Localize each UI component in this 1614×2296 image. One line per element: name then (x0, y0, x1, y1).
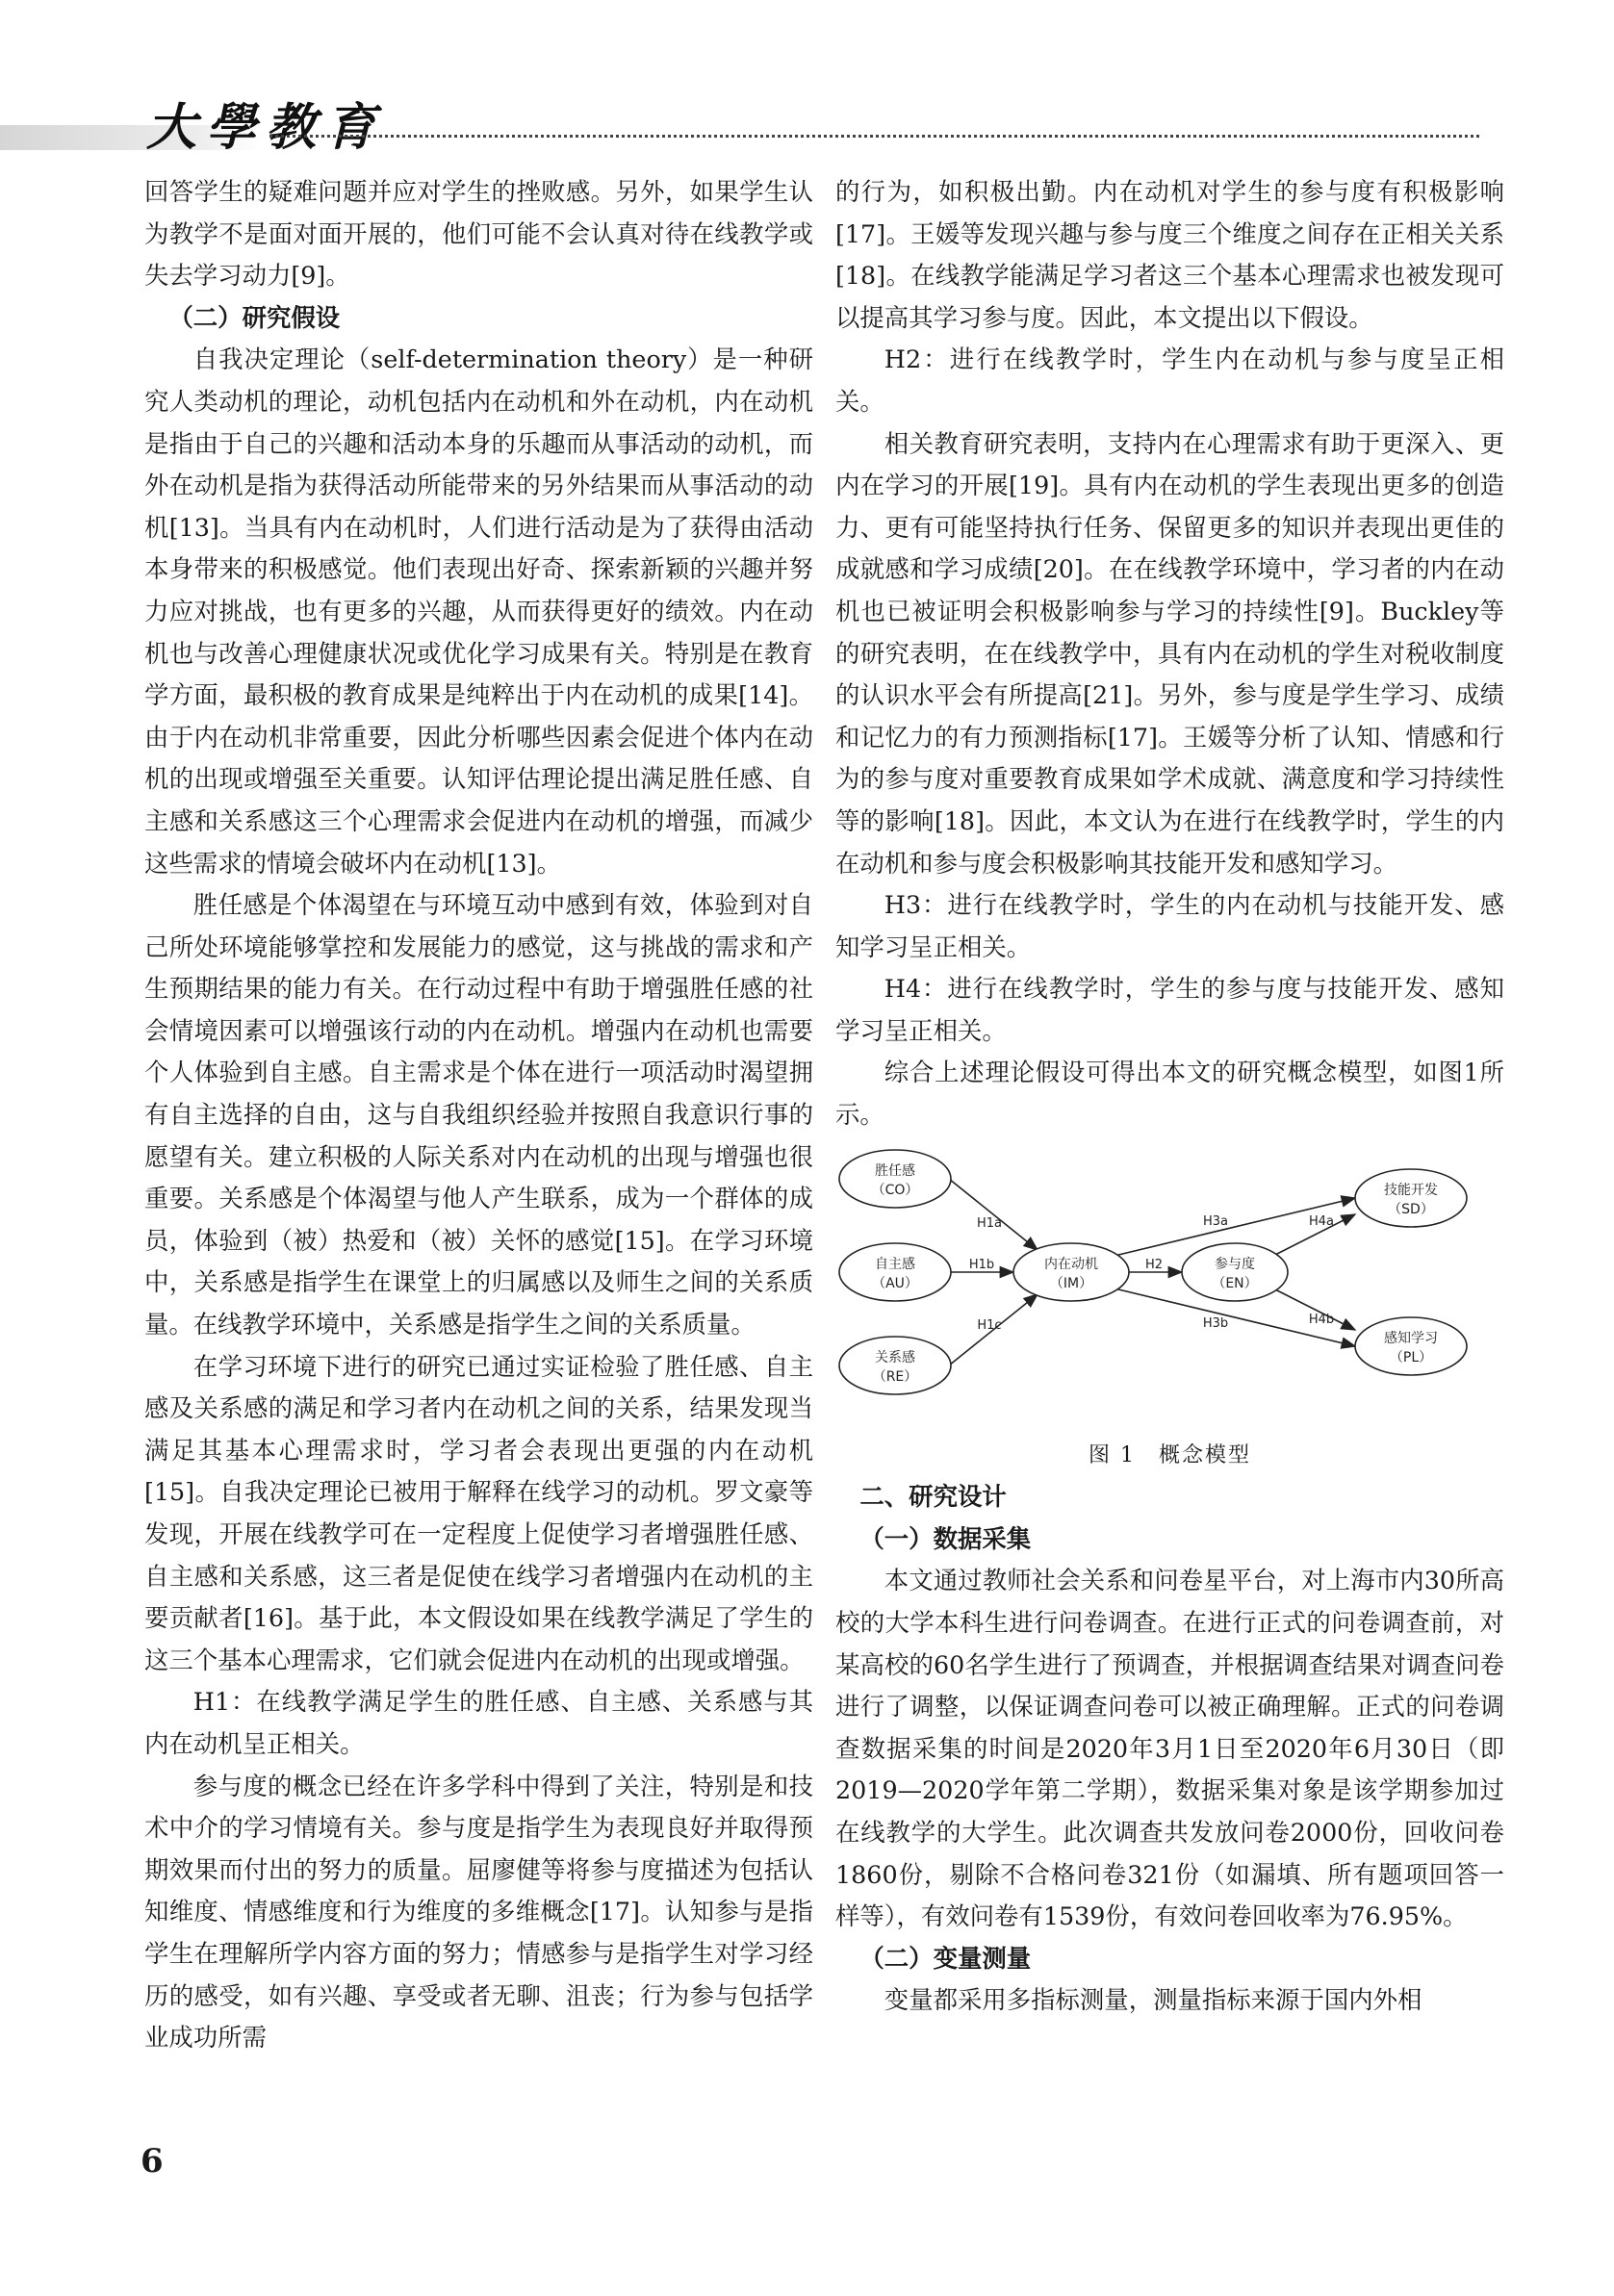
paragraph: 综合上述理论假设可得出本文的研究概念模型，如图1所示。 (835, 1058, 1504, 1130)
node-sd (1355, 1169, 1467, 1227)
path-label-h3b: H3b (1202, 1315, 1229, 1331)
node-en-label: 参与度 (1215, 1256, 1255, 1272)
path-label-h2: H2 (1144, 1257, 1164, 1272)
node-im-code: （IM） (1049, 1275, 1093, 1291)
paragraph: 胜任感是个体渴望在与环境互动中感到有效，体验到对自己所处环境能够掌控和发展能力的感觉，这与挑战的需求和产生预期结果的能力有关。在行动过程中有助于增强胜任感的社会情境因素可以增强该行动的内在动机。增强内在动机也需要个人体验到自主感。自主需求是个体在进行一项活动时渴望拥有自主选择的自由，这与自我组织经验并按照自我意识行事的愿望有关。建立积极的人际关系对内在动机的出现与增强也很重要。关系感是个体渴望与他人产生联系，成为一个群体的成员，体验到（被）热爱和（被）关怀的感觉[15]。在学习环境中，关系感是指学生在课堂上的归属感以及师生之间的关系质量。在线教学环境中，关系感是指学生之间的关系质量。 (144, 890, 813, 1339)
concept-model-diagram (835, 1142, 1504, 1431)
figure-caption: 图 1 概念模型 (1089, 1442, 1251, 1467)
path-label-h1b: H1b (968, 1257, 995, 1272)
path-label-h4b: H4b (1308, 1312, 1335, 1327)
hypothesis-h1: H1：在线教学满足学生的胜任感、自主感、关系感与其内在动机呈正相关。 (144, 1687, 813, 1758)
concept-model-figure (835, 1142, 1504, 1431)
node-en-code: （EN） (1212, 1275, 1258, 1291)
node-au-code: （AU） (872, 1275, 918, 1291)
path-h1a (949, 1179, 1038, 1250)
hypothesis-h3: H3：进行在线教学时，学生的内在动机与技能开发、感知学习呈正相关。 (835, 890, 1504, 961)
hypothesis-h4: H4：进行在线教学时，学生的参与度与技能开发、感知学习呈正相关。 (835, 974, 1504, 1045)
paragraph: 参与度的概念已经在许多学科中得到了关注，特别是和技术中介的学习情境有关。参与度是指学生为表现良好并取得预期效果而付出的努力的质量。屈廖健等将参与度描述为包括认知维度、情感维度和行为维度的多维概念[17]。认知参与是指学生在理解所学内容方面的努力；情感参与是指学生对学习经历的感受，如有兴趣、享受或者无聊、沮丧；行为参与包括学业成功所需 (144, 1771, 813, 2053)
paragraph: 自我决定理论（self-determination theory）是一种研究人类动机的理论，动机包括内在动机和外在动机，内在动机是指由于自己的兴趣和活动本身的乐趣而从事活动的动机，而外在动机是指为获得活动所能带来的另外结果而从事活动的动机[13]。当具有内在动机时，人们进行活动是为了获得由活动本身带来的积极感觉。他们表现出好奇、探索新颖的兴趣并努力应对挑战，也有更多的兴趣，从而获得更好的绩效。内在动机也与改善心理健康状况或优化学习成果有关。特别是在教育学方面，最积极的教育成果是纯粹出于内在动机的成果[14]。由于内在动机非常重要，因此分析哪些因素会促进个体内在动机的出现或增强至关重要。认知评估理论提出满足胜任感、自主感和关系感这三个心理需求会促进内在动机的增强，而减少这些需求的情境会破坏内在动机[13]。 (144, 344, 813, 878)
node-re (839, 1337, 951, 1394)
node-en (1182, 1243, 1288, 1301)
node-pl-label: 感知学习 (1384, 1330, 1438, 1346)
paragraph: 的行为，如积极出勤。内在动机对学生的参与度有积极影响[17]。王媛等发现兴趣与参与度三个维度之间存在正相关关系[18]。在线教学能满足学习者这三个基本心理需求也被发现可以提高其学习参与度。因此，本文提出以下假设。 (835, 177, 1504, 332)
node-au (839, 1243, 951, 1301)
path-label-h1c: H1c (977, 1317, 1002, 1333)
paragraph: 相关教育研究表明，支持内在心理需求有助于更深入、更内在学习的开展[19]。具有内在动机的学生表现出更多的创造力、更有可能坚持执行任务、保留更多的知识并表现出更佳的成就感和学习成绩[20]。在在线教学环境中，学习者的内在动机也已被证明会积极影响参与学习的持续性[9]。Buckley等的研究表明，在在线教学中，具有内在动机的学生对税收制度的认识水平会有所提高[21]。另外，参与度是学生学习、成绩和记忆力的有力预测指标[17]。王媛等分析了认知、情感和行为的参与度对重要教育成果如学术成就、满意度和学习持续性等的影响[18]。因此，本文认为在进行在线教学时，学生的内在动机和参与度会积极影响其技能开发和感知学习。 (835, 428, 1504, 878)
node-re-label: 关系感 (875, 1349, 915, 1365)
paragraph: 本文通过教师社会关系和问卷星平台，对上海市内30所高校的大学本科生进行问卷调查。在进行正式的问卷调查前，对某高校的60名学生进行了预调查，并根据调查结果对调查问卷进行了调整，以保证调查问卷可以被正确理解。正式的问卷调查数据采集的时间是2020年3月1日至2020年6月30日（即2019—2020学年第二学期），数据采集对象是该学期参加过在线教学的大学生。此次调查共发放问卷2000份，回收问卷1860份，剔除不合格问卷321份（如漏填、所有题项回答一样等），有效问卷有1539份，有效问卷回收率为76.95%。 (835, 1566, 1504, 1931)
header-dotted-rule (269, 135, 1479, 138)
node-sd-label: 技能开发 (1384, 1182, 1438, 1198)
paragraph: 回答学生的疑难问题并应对学生的挫败感。另外，如果学生认为教学不是面对面开展的，他们可能不会认真对待在线教学或失去学习动力[9]。 (144, 177, 813, 291)
path-label-h4a: H4a (1308, 1213, 1335, 1229)
left-column (144, 171, 813, 2059)
section-heading-design: 二、研究设计 (859, 1482, 1007, 1512)
page-header (0, 0, 1614, 157)
section-heading-measure: （二）变量测量 (859, 1943, 1032, 1973)
path-label-h3a: H3a (1202, 1213, 1229, 1229)
node-au-label: 自主感 (875, 1256, 915, 1272)
node-im-label: 内在动机 (1044, 1256, 1098, 1272)
node-re-code: （RE） (872, 1368, 918, 1385)
hypothesis-h2: H2：进行在线教学时，学生内在动机与参与度呈正相关。 (835, 344, 1504, 416)
node-pl (1355, 1317, 1467, 1375)
section-heading-hypothesis: （二）研究假设 (168, 302, 341, 332)
page-number: 6 (141, 2142, 164, 2181)
path-label-h1a: H1a (976, 1215, 1003, 1231)
node-pl-code: （PL） (1389, 1349, 1433, 1365)
node-im (1013, 1243, 1129, 1301)
section-heading-data: （一）数据采集 (859, 1523, 1032, 1553)
right-column (835, 171, 1504, 2022)
node-co (839, 1150, 951, 1208)
paragraph: 变量都采用多指标测量，测量指标来源于国内外相 (884, 1985, 1422, 2015)
journal-title: 大學教育 (146, 98, 386, 157)
paragraph: 在学习环境下进行的研究已通过实证检验了胜任感、自主感及关系感的满足和学习者内在动机之间的关系，结果发现当满足其基本心理需求时，学习者会表现出更强的内在动机[15]。自我决定理论已被用于解释在线学习的动机。罗文豪等发现，开展在线教学可在一定程度上促使学习者增强胜任感、自主感和关系感，这三者是促使在线学习者增强内在动机的主要贡献者[16]。基于此，本文假设如果在线教学满足了学生的这三个基本心理需求，它们就会促进内在动机的出现或增强。 (144, 1351, 813, 1674)
node-co-code: （CO） (871, 1182, 919, 1198)
node-co-label: 胜任感 (875, 1162, 915, 1179)
node-sd-code: （SD） (1388, 1201, 1434, 1217)
